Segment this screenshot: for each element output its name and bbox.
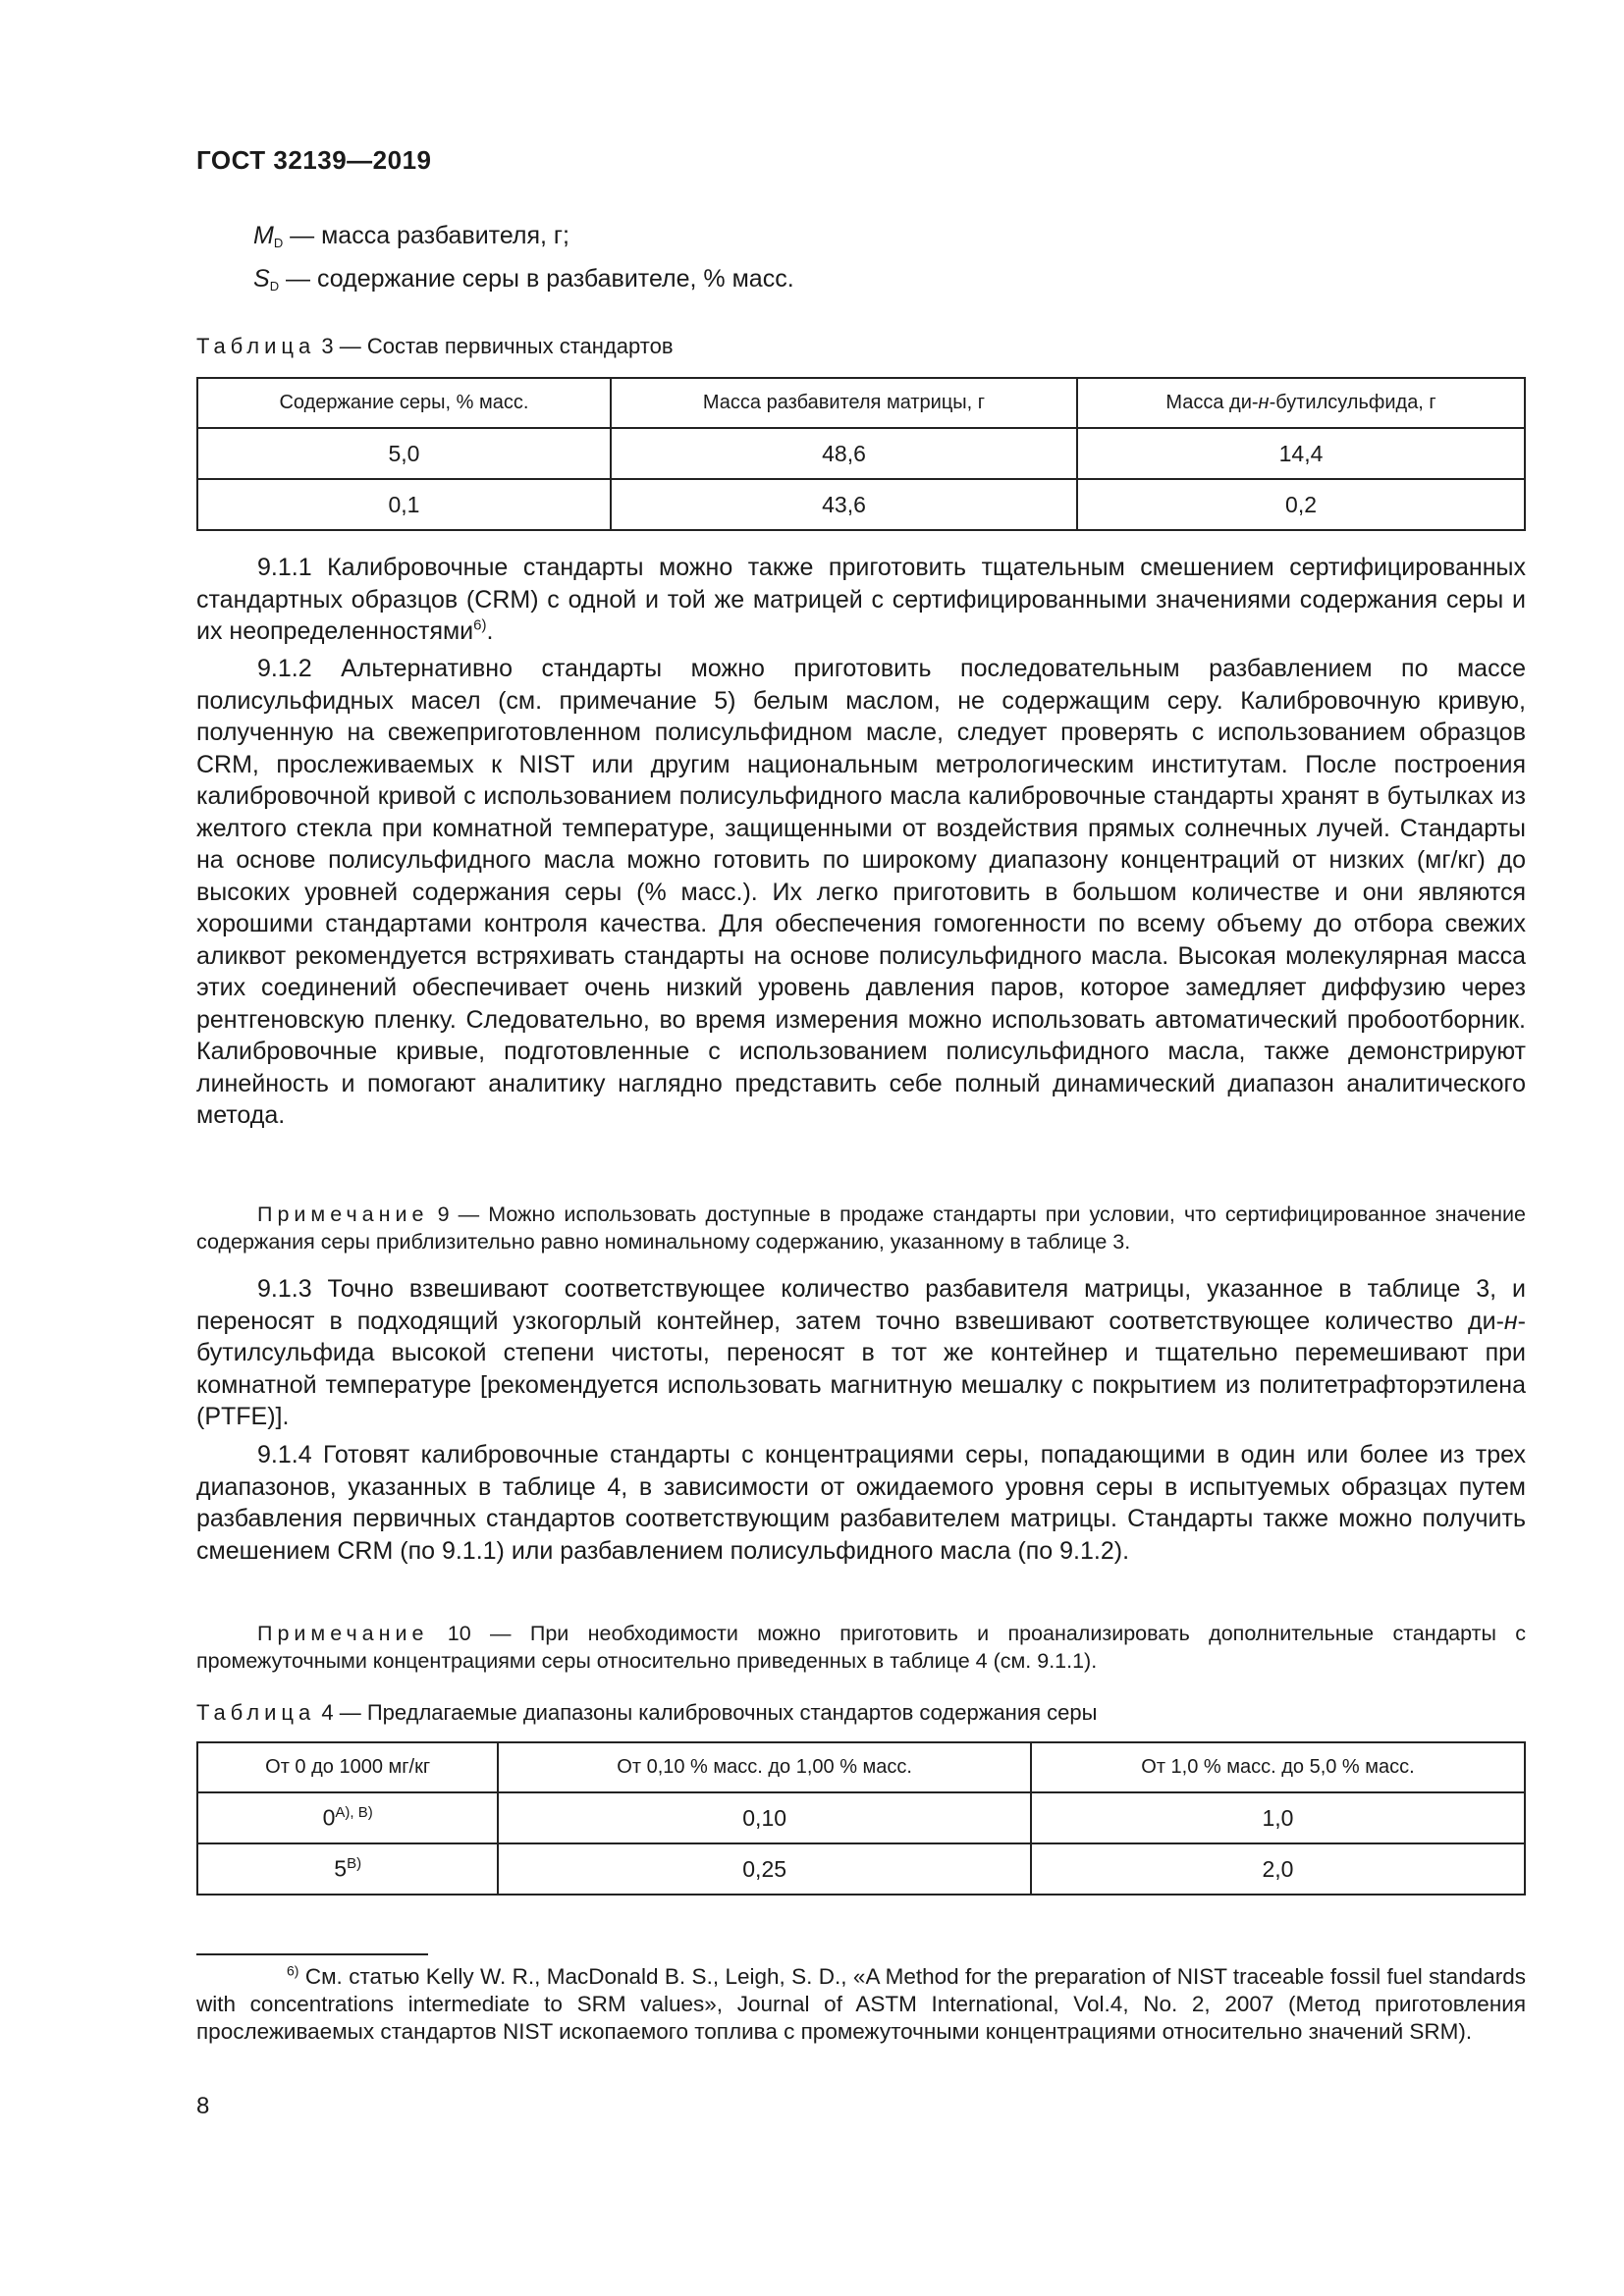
table-header-cell xyxy=(1077,378,1525,428)
table-caption-text: 3 — Состав первичных стандартов xyxy=(315,334,674,358)
table-header-cell: От 0 до 1000 мг/кг xyxy=(197,1742,498,1792)
cell-value: 0 xyxy=(322,1804,336,1831)
note-text: 9 — Можно использовать доступные в продаже стандарты при условии, что сертифицированное значение содержания серы приблизительно равно номинальному содержанию, указанному в таблице 3. xyxy=(196,1202,1526,1254)
table4 xyxy=(196,1741,1526,1896)
table-row xyxy=(197,1792,1525,1843)
table-cell: 5,0 xyxy=(197,428,611,479)
header-text: -бутилсульфида, г xyxy=(1269,392,1436,413)
variable-subscript: D xyxy=(273,236,284,250)
table-header-cell: Масса разбавителя матрицы, г xyxy=(611,378,1077,428)
table-cell: 48,6 xyxy=(611,428,1077,479)
paragraph-end: . xyxy=(486,617,494,645)
footnote-ref: 6) xyxy=(473,616,487,634)
variable-definition-md xyxy=(253,222,569,250)
table-header-cell: От 1,0 % масс. до 5,0 % масс. xyxy=(1031,1742,1525,1792)
table4-caption xyxy=(196,1700,1097,1726)
table-row xyxy=(197,1843,1525,1895)
table-cell: 43,6 xyxy=(611,479,1077,530)
table-cell: 0,25 xyxy=(498,1843,1031,1895)
table-row xyxy=(197,428,1525,479)
variable-symbol: S xyxy=(253,265,270,293)
table-caption-label: Таблица xyxy=(196,1700,316,1725)
cell-value: 5 xyxy=(334,1855,348,1882)
note-10 xyxy=(196,1620,1526,1675)
variable-symbol: M xyxy=(253,222,274,249)
table-cell: 0,10 xyxy=(498,1792,1031,1843)
cell-footnote-ref: A), B) xyxy=(335,1804,373,1822)
header-italic: н xyxy=(1258,392,1270,413)
table-cell: 14,4 xyxy=(1077,428,1525,479)
footnote-text: См. статью Kelly W. R., MacDonald B. S., Leigh, S. D., «A Method for the preparation of NIST traceable fossil fuel standards with concentrations intermediate to SRM values», Journal of ASTM International, Vol.4, No. 2, 2007 (Метод приготовления прослеживаемых стандартов NIST ископаемого топлива с промежуточными концентрациями относительно значений SRM). xyxy=(196,1964,1526,2044)
paragraph-text: 9.1.3 Точно взвешивают соответствующее количество разбавителя матрицы, указанное в таблице 3, и переносят в подходящий узкогорлый контейнер, затем точно взвешивают соответствующее количество ди- xyxy=(196,1275,1526,1335)
table-caption-text: 4 — Предлагаемые диапазоны калибровочных стандартов содержания серы xyxy=(315,1700,1098,1725)
table-header-cell: Содержание серы, % масс. xyxy=(197,378,611,428)
paragraph-italic: н xyxy=(1503,1307,1518,1335)
table-row xyxy=(197,479,1525,530)
table-caption-label: Таблица xyxy=(196,334,316,358)
note-9 xyxy=(196,1201,1526,1255)
note-label: Примечание xyxy=(257,1202,429,1226)
note-text: 10 — При необходимости можно приготовить и проанализировать дополнительные стандарты с промежуточными концентрациями серы относительно приведенных в таблице 4 (см. 9.1.1). xyxy=(196,1622,1526,1673)
header-text: Масса ди- xyxy=(1165,392,1259,413)
paragraph-text: 9.1.1 Калибровочные стандарты можно также приготовить тщательным смешением сертифицированных стандартных образцов (CRM) с одной и той же матрицей с сертифицированными значениями содержания серы и их неопределенностями xyxy=(196,554,1526,645)
footnote-marker: 6) xyxy=(287,1962,299,1979)
table-cell: 2,0 xyxy=(1031,1843,1525,1895)
variable-subscript: D xyxy=(269,279,280,294)
variable-description: — содержание серы в разбавителе, % масс. xyxy=(279,265,794,293)
table-cell: 0,1 xyxy=(197,479,611,530)
paragraph-text: -бутилсульфида высокой степени чистоты, переносят в тот же контейнер и тщательно перемешивают при комнатной температуре [рекомендуется использовать магнитную мешалку с покрытием из политетрафторэтилена (PTFE)]. xyxy=(196,1307,1526,1430)
footnote-separator xyxy=(196,1953,428,1955)
footnote-6 xyxy=(196,1963,1526,2046)
table-header-row xyxy=(197,378,1525,428)
paragraph-text: 9.1.4 Готовят калибровочные стандарты с концентрациями серы, попадающими в один или более из трех диапазонов, указанных в таблице 4, в зависимости от ожидаемого уровня серы в испытуемых образцах путем разбавления первичных стандартов соответствующим разбавителем матрицы. Стандарты также можно получить смешением CRM (по 9.1.1) или разбавлением полисульфидного масла (по 9.1.2). xyxy=(196,1441,1526,1565)
paragraph-9-1-2 xyxy=(196,653,1526,1132)
page-number: 8 xyxy=(196,2093,210,2119)
table-header-row xyxy=(197,1742,1525,1792)
table-cell: 0,2 xyxy=(1077,479,1525,530)
table-cell xyxy=(197,1843,498,1895)
variable-description: — масса разбавителя, г; xyxy=(283,222,569,249)
paragraph-9-1-3 xyxy=(196,1273,1526,1433)
paragraph-9-1-1 xyxy=(196,552,1526,648)
document-code: ГОСТ 32139—2019 xyxy=(196,145,432,175)
table3 xyxy=(196,377,1526,531)
table-header-cell: От 0,10 % масс. до 1,00 % масс. xyxy=(498,1742,1031,1792)
paragraph-9-1-4 xyxy=(196,1439,1526,1567)
variable-definition-sd xyxy=(253,265,794,294)
paragraph-text: 9.1.2 Альтернативно стандарты можно приготовить последовательным разбавлением по массе полисульфидных масел (см. примечание 5) белым маслом, не содержащим серу. Калибровочную кривую, полученную на свежеприготовленном полисульфидном масле, следует проверять с использованием образцов CRM, прослеживаемых к NIST или другим национальным метрологическим институтам. После построения калибровочной кривой с использованием полисульфидного масла калибровочные стандарты хранят в бутылках из желтого стекла при комнатной температуре, защищенными от воздействия прямых солнечных лучей. Стандарты на основе полисульфидного масла можно готовить по широкому диапазону концентраций от низких (мг/кг) до высоких уровней содержания серы (% масс.). Их легко приготовить в большом количестве и они являются хорошими стандартами контроля качества. Для обеспечения гомогенности по всему объему до отбора свежих аликвот рекомендуется встряхивать стандарты на основе полисульфидного масла. Высокая молекулярная масса этих соединений обеспечивает очень низкий уровень давления паров, которое замедляет диффузию через рентгеновскую пленку. Следовательно, во время измерения можно использовать автоматический пробоотборник. Калибровочные кривые, подготовленные с использованием полисульфидного масла, также демонстрируют линейность и помогают аналитику наглядно представить себе полный динамический диапазон аналитического метода. xyxy=(196,655,1526,1129)
cell-footnote-ref: B) xyxy=(347,1855,362,1873)
table-cell: 1,0 xyxy=(1031,1792,1525,1843)
note-label: Примечание xyxy=(257,1622,429,1645)
table3-caption xyxy=(196,334,674,359)
table-cell xyxy=(197,1792,498,1843)
